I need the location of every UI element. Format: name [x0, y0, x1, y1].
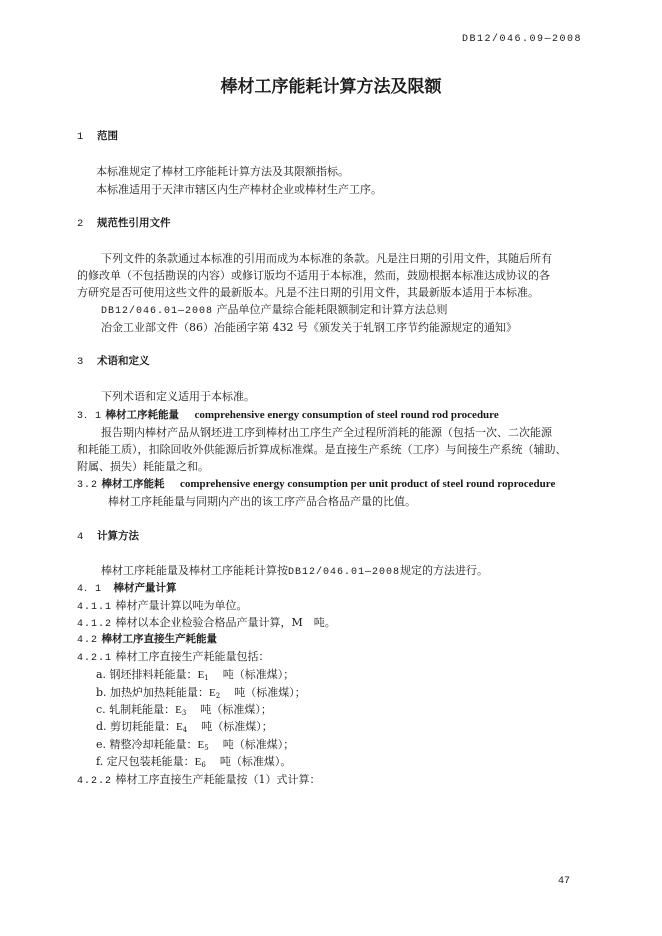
term-3-2-definition: 棒材工序耗能量与同期内产出的该工序产品合格品产量的比值。	[108, 495, 416, 508]
reference-2: 冶金工业部文件（86）冶能函字第 432 号《颁发关于轧钢工序节约能源规定的通知》	[101, 321, 517, 334]
list-item-symbol: E	[197, 739, 205, 751]
section-3-intro: 下列术语和定义适用于本标准。	[101, 390, 255, 403]
list-item	[96, 666, 294, 682]
clause-4-1-1-text: 棒材产量计算以吨为单位。	[115, 599, 248, 612]
term-3-1-definition-line-3: 附属、损失）耗能量之和。	[77, 460, 209, 473]
list-item-unit: 吨（标准煤）；	[222, 738, 295, 751]
section-3-heading	[77, 353, 150, 368]
clause-4-2-number: 4.2	[77, 635, 99, 646]
section-1-para-1: 本标准规定了棒材工序能耗计算方法及其限额指标。	[96, 165, 349, 178]
list-item-label: e. 精整冷却耗能量：	[96, 738, 198, 751]
clause-4-2-2-text: 棒材工序直接生产耗能量按（1）式计算：	[115, 773, 321, 786]
reference-1-title: 产品单位产量综合能耗限额制定和计算方法总则	[216, 303, 448, 316]
clause-4-2	[77, 631, 217, 646]
section-1-title: 范围	[97, 130, 118, 142]
section-2-title: 规范性引用文件	[97, 217, 171, 229]
clause-4-1-number: 4．1	[77, 584, 103, 595]
section-2-heading	[77, 215, 171, 230]
section-2-number: 2	[77, 218, 84, 230]
list-item-subscript: 4	[182, 726, 188, 734]
list-item-unit: 吨（标准煤）。	[219, 755, 292, 768]
list-item-symbol: E	[175, 704, 182, 716]
list-item-subscript: 2	[215, 692, 221, 700]
section-4-number: 4	[77, 531, 84, 543]
section-4-intro-end: 规定的方法进行。	[400, 564, 489, 577]
doc-number: DB12/046.09—2008	[461, 34, 582, 45]
list-item-unit: 吨（标准煤）；	[222, 668, 295, 681]
clause-4-2-2-number: 4.2.2	[77, 776, 113, 787]
section-1-para-2: 本标准适用于天津市辖区内生产棒材企业或棒材生产工序。	[96, 183, 382, 196]
list-item-symbol: E	[176, 721, 183, 733]
list-item-symbol: E	[197, 669, 205, 681]
section-4-title: 计算方法	[97, 530, 139, 542]
term-3-2-chinese: 棒材工序能耗	[101, 478, 165, 490]
list-item	[96, 736, 294, 752]
term-3-1-definition-line-1: 报告期内棒材产品从钢坯进工序到棒材出工序生产全过程所消耗的能源（包括一次、二次能源	[101, 426, 552, 439]
section-1-number: 1	[77, 131, 84, 143]
list-item-subscript: 6	[201, 761, 206, 769]
section-4-heading	[77, 528, 139, 543]
list-item-subscript: 5	[204, 744, 209, 752]
list-item-label: a. 钢坯排料耗能量：	[96, 668, 198, 681]
section-2-para-line-3: 方研究是否可使用这些文件的最新版本。凡是不注日期的引用文件，其最新版本适用于本标准。	[77, 286, 539, 299]
clause-4-1-2-number: 4.1.2	[77, 619, 113, 630]
clause-4-2-1-text: 棒材工序直接生产耗能量包括：	[115, 650, 270, 663]
clause-4-2-title: 棒材工序直接生产耗能量	[101, 633, 218, 645]
clause-4-2-1	[77, 648, 270, 664]
list-item	[96, 718, 273, 734]
page-number: 47	[557, 876, 570, 887]
term-3-1-chinese: 棒材工序耗能量	[105, 409, 180, 421]
clause-4-2-2	[77, 771, 321, 787]
clause-4-1-title: 棒材产量计算	[113, 582, 177, 594]
list-item-subscript: 3	[181, 709, 187, 717]
section-4-intro-start: 棒材工序耗能量及棒材工序能耗计算按	[101, 564, 288, 577]
section-4-intro-code: DB12/046.01—2008	[288, 567, 401, 578]
clause-4-1-2	[77, 614, 336, 630]
term-3-1-heading	[77, 406, 499, 422]
reference-1-code: DB12/046.01—2008	[101, 306, 214, 317]
term-3-2-number: 3.2	[77, 480, 99, 491]
list-item-label: c. 轧制耗能量：	[96, 703, 176, 716]
list-item-symbol: E	[209, 687, 216, 699]
list-item-unit: 吨（标准煤）；	[234, 686, 306, 699]
list-item	[96, 684, 306, 700]
section-2-para-line-1: 下列文件的条款通过本标准的引用而成为本标准的条款。凡是注日期的引用文件，其随后所有	[101, 252, 552, 265]
term-3-2-english: comprehensive energy consumption per unit product of steel round roprocedure	[180, 478, 556, 490]
list-item-label: b. 加热炉加热耗能量：	[96, 686, 210, 699]
clause-4-1-1	[77, 597, 248, 613]
term-3-2-heading	[77, 476, 555, 491]
section-1-heading	[77, 128, 118, 143]
list-item-unit: 吨（标准煤）；	[201, 720, 273, 733]
section-2-para-line-2: 的修改单（不包括勘误的内容）或修订版均不适用于本标准，然而，鼓励根据本标准达成协议的各	[77, 269, 550, 282]
reference-1	[101, 301, 448, 317]
term-3-1-english: comprehensive energy consumption of steel round rod procedure	[194, 409, 499, 421]
list-item-subscript: 1	[204, 674, 209, 682]
section-4-intro	[101, 562, 488, 578]
clause-4-1-2-text: 棒材以本企业检验合格品产量计算，M 吨。	[115, 616, 336, 629]
list-item-label: d. 剪切耗能量：	[96, 720, 177, 733]
section-3-title: 术语和定义	[97, 355, 150, 367]
term-3-1-definition-line-2: 和耗能工质），扣除回收外供能源后折算成标准煤。是直接生产系统（工序）与间接生产系统（辅助、	[77, 443, 567, 456]
clause-4-2-1-number: 4.2.1	[77, 653, 113, 664]
list-item-symbol: E	[194, 756, 202, 768]
list-item	[96, 701, 272, 717]
list-item-unit: 吨（标准煤）；	[200, 703, 272, 716]
list-item	[96, 753, 291, 769]
section-3-number: 3	[77, 356, 84, 368]
page-title: 棒材工序能耗计算方法及限额	[220, 77, 442, 97]
list-item-label: f. 定尺包装耗能量：	[96, 755, 195, 768]
clause-4-1-1-number: 4.1.1	[77, 602, 113, 613]
clause-4-1	[77, 579, 177, 595]
term-3-1-number: 3．1	[77, 411, 103, 422]
